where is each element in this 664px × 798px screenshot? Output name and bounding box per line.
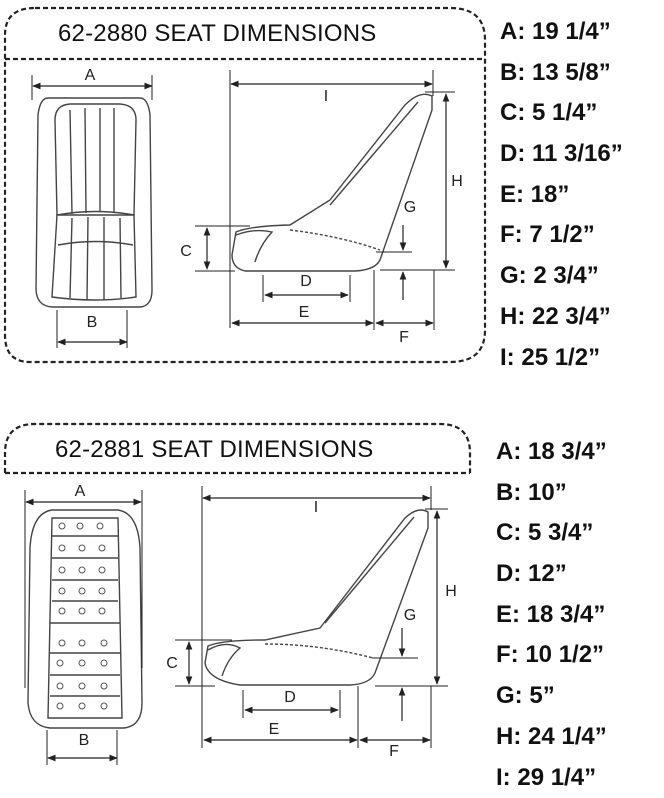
label-g: G	[404, 608, 416, 624]
label-i: I	[324, 89, 328, 105]
seat-panel-62-2880	[0, 0, 664, 380]
label-d: D	[300, 274, 312, 290]
dimension-item: E: 18”	[500, 175, 623, 216]
dimension-item: I: 29 1/4”	[496, 758, 607, 798]
dimension-item: B: 10”	[496, 473, 607, 514]
label-e: E	[269, 722, 280, 738]
label-a: A	[75, 484, 86, 500]
dimension-item: F: 10 1/2”	[496, 635, 607, 676]
side-view-seat	[232, 94, 432, 271]
label-f: F	[399, 330, 409, 346]
dimension-item: H: 24 1/4”	[496, 717, 607, 758]
label-h: H	[451, 174, 463, 190]
label-i: I	[314, 500, 318, 516]
label-c: C	[166, 656, 178, 672]
label-e: E	[299, 305, 310, 321]
dimension-item: D: 11 3/16”	[500, 134, 623, 175]
panel-title: 62-2881 SEAT DIMENSIONS	[55, 436, 374, 464]
label-g: G	[404, 200, 416, 216]
dimension-item: D: 12”	[496, 554, 607, 595]
dimension-item: F: 7 1/2”	[500, 215, 623, 256]
dimension-item: A: 18 3/4”	[496, 432, 607, 473]
side-view-seat	[205, 510, 428, 685]
dimension-item: B: 13 5/8”	[500, 53, 623, 94]
dimension-item: G: 5”	[496, 676, 607, 717]
seat-panel-62-2881	[0, 418, 664, 787]
dimension-list	[496, 432, 607, 798]
panel-title: 62-2880 SEAT DIMENSIONS	[58, 20, 377, 48]
front-view-seat	[28, 510, 142, 728]
label-c: C	[180, 244, 192, 260]
dashed-frame	[5, 8, 485, 362]
label-a: A	[85, 68, 96, 84]
label-h: H	[445, 584, 457, 600]
label-d: D	[284, 690, 296, 706]
dimension-list	[500, 12, 623, 378]
dimension-item: C: 5 3/4”	[496, 513, 607, 554]
dimension-item: G: 2 3/4”	[500, 256, 623, 297]
dimension-item: H: 22 3/4”	[500, 297, 623, 338]
dimension-item: C: 5 1/4”	[500, 93, 623, 134]
label-f: F	[389, 744, 399, 760]
dimension-item: E: 18 3/4”	[496, 595, 607, 636]
label-b: B	[79, 733, 90, 749]
label-b: B	[87, 315, 98, 331]
front-view-seat	[36, 98, 152, 307]
dimension-item: A: 19 1/4”	[500, 12, 623, 53]
dimension-item: I: 25 1/2”	[500, 338, 623, 379]
